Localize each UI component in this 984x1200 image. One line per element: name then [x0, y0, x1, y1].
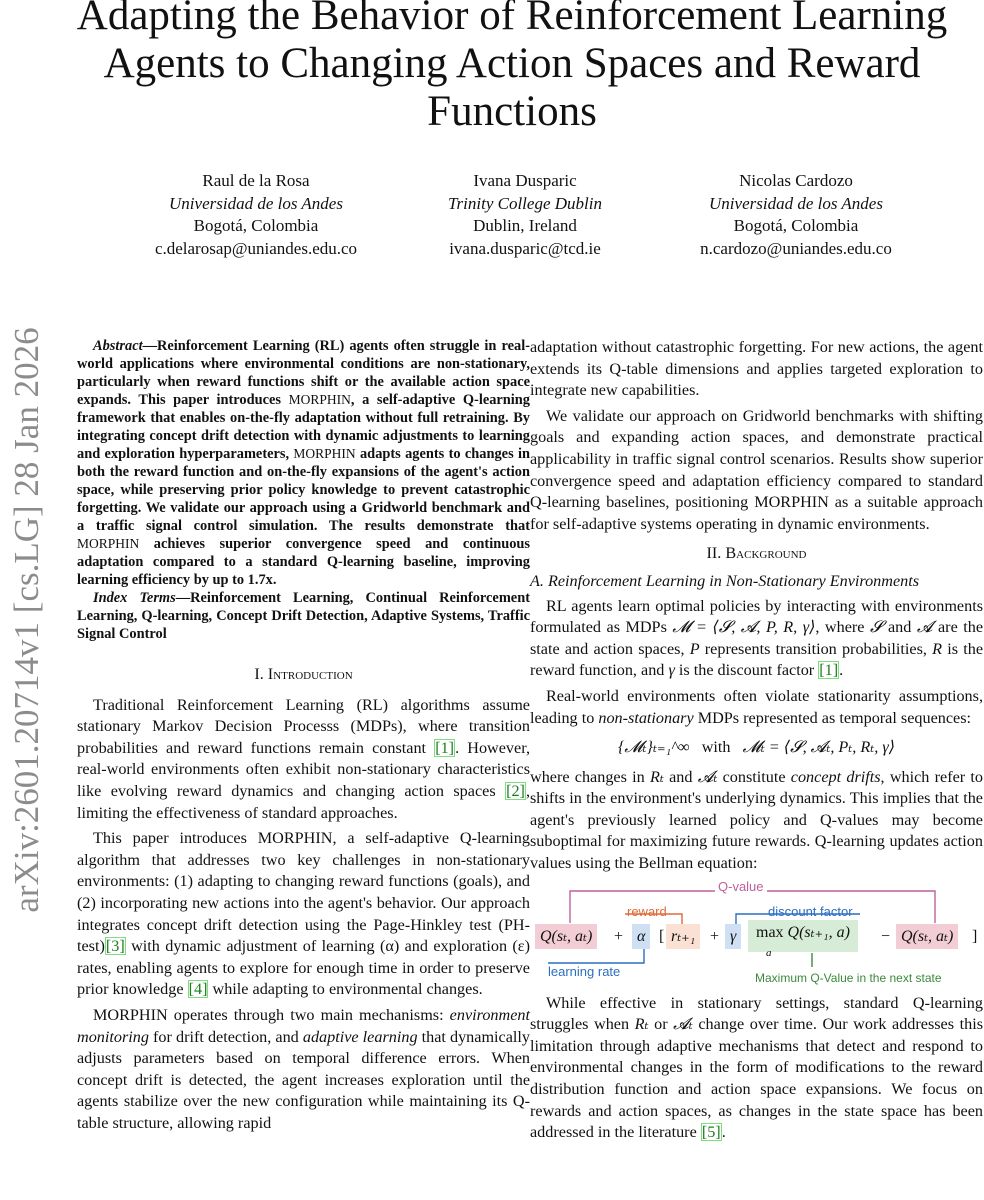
math-inline: R	[932, 639, 943, 658]
emphasis: non-stationary	[598, 708, 694, 727]
morphin-name: MORPHIN	[293, 446, 356, 461]
abstract-text: achieves superior convergence speed and continuous adaptation compared to a standard Q-learning baseline, improving learning efficiency by up to 1.7x.	[77, 536, 530, 588]
minus-sign: −	[881, 927, 891, 945]
author-block-3	[686, 170, 906, 260]
alpha-term: α	[632, 924, 650, 950]
abstract-label: Abstract	[93, 338, 143, 354]
author-name: Ivana Dusparic	[473, 171, 577, 190]
max-q-term	[748, 920, 858, 952]
paper-title: Adapting the Behavior of Reinforcement Learning Agents to Changing Action Spaces and Reward Functions	[76, 0, 948, 135]
author-block-1	[144, 170, 368, 260]
morphin-name: MORPHIN	[288, 392, 351, 407]
citation-link[interactable]: [3]	[105, 937, 125, 956]
abstract-text: —Reinforcement Learning (RL) agents often struggle in real-world applications where environmental conditions are non-stationary, particularly when reward functions shift or the available action space expands. This paper introduces	[77, 338, 530, 408]
abstract	[77, 337, 530, 589]
paragraph-text: represents transition probabilities,	[699, 639, 933, 658]
paragraph-text: and	[663, 767, 698, 786]
author-location: Bogotá, Colombia	[193, 216, 319, 235]
left-column	[77, 337, 530, 1134]
max-q-value-label: Maximum Q-Value in the next state	[755, 970, 942, 985]
paragraph-text: , where	[815, 618, 870, 637]
citation-link[interactable]: [1]	[819, 661, 839, 680]
equation-text: with	[701, 738, 731, 757]
paragraph-text: Traditional Reinforcement Learning (RL) algorithms assume stationary Markov Decision Processs (MDPs), where transition probabilities and reward functions remain constant	[77, 695, 530, 757]
author-name: Raul de la Rosa	[202, 171, 310, 190]
paragraph-text: .	[839, 661, 844, 680]
q-term-2: Q(sₜ, aₜ)	[896, 924, 958, 950]
plus-sign: +	[710, 927, 720, 945]
index-terms	[77, 589, 530, 643]
author-affiliation: Universidad de los Andes	[169, 193, 343, 213]
index-terms-text: —Reinforcement Learning, Continual Reinforcement Learning, Q-learning, Concept Drift Detection, Adaptive Systems, Traffic Signal Control	[77, 590, 530, 642]
reward-term: rₜ₊₁	[666, 924, 700, 950]
math-inline: Rₜ	[649, 767, 664, 786]
citation-link[interactable]: [1]	[435, 738, 455, 757]
bracket-open: [	[659, 927, 665, 945]
paragraph-text: We validate our approach on Gridworld benchmarks with shifting goals and expanding action spaces, and demonstrate practical applicability in traffic signal control scenarios. Results show superior convergence speed and adaptation efficiency compared to standard Q-learning baselines, positioning	[530, 406, 983, 512]
citation-link[interactable]: [2]	[506, 781, 525, 800]
discount-factor-label: discount factor	[768, 903, 853, 919]
math-inline: 𝓐	[916, 618, 933, 637]
paragraph-text: .	[721, 1123, 726, 1142]
background-paragraph-2	[530, 686, 983, 729]
paragraph-text: , which refer to shifts in the environment's underlying dynamics. This implies that the agent's previously learned policy and Q-values may become suboptimal for maximizing future rewards. Q-learning updates action values using the Bellman equation:	[530, 767, 983, 873]
morphin-name: MORPHIN	[93, 1005, 168, 1024]
temporal-mdp-equation	[530, 737, 983, 759]
abstract-text: , a self-adaptive Q-learning framework that enables on-the-fly adaptation without full retraining. By integrating concept drift detection with dynamic adjustments to learning and exploration hyperparameters,	[77, 392, 530, 462]
background-paragraph-3	[530, 767, 983, 875]
equation-term: 𝓜ₜ = ⟨𝓢, 𝓐ₜ, Pₜ, Rₜ, γ⟩	[742, 738, 896, 757]
intro-paragraph-3	[77, 1005, 530, 1135]
citation-link[interactable]: [4]	[188, 980, 208, 999]
morphin-name: MORPHIN	[257, 829, 333, 848]
intro-paragraph-1	[77, 695, 530, 825]
paragraph-text: for drift detection, and	[148, 1027, 303, 1046]
intro-paragraph-3-continued: adaptation without catastrophic forgetting. For new actions, the agent extends its Q-table dimensions and applies targeted exploration to integrate new capabilities.	[530, 338, 983, 400]
index-terms-label: Index Terms	[93, 590, 176, 606]
learning-rate-label: learning rate	[548, 963, 621, 979]
paragraph-text: While effective in stationary settings, standard Q-learning struggles when	[530, 993, 983, 1034]
author-location: Bogotá, Colombia	[733, 216, 859, 235]
reward-label: reward	[627, 903, 667, 919]
right-column	[530, 337, 983, 1144]
gamma-term: γ	[725, 924, 741, 950]
paragraph-text: that dynamically adjusts parameters based on temporal difference errors. When concept drift is detected, the agent increases exploration until the agents stabilize over the new configuration while maintaining its Q-table structure, allowing rapid	[77, 1027, 530, 1132]
author-block-2	[415, 170, 635, 260]
paragraph-text: Real-world environments often violate stationarity assumptions, leading to	[530, 686, 983, 727]
equation-term: {𝓜ₜ}ₜ₌₁^∞	[617, 738, 690, 757]
math-inline: P	[689, 639, 700, 658]
section-heading-text: II. Background	[706, 544, 807, 563]
math-inline: 𝓐ₜ	[697, 767, 718, 786]
paragraph-text: as a suitable approach for self-adaptive systems operating in dynamic environments.	[530, 493, 983, 533]
q-term: Q(sₜ, aₜ)	[535, 924, 597, 950]
arxiv-identifier: arXiv:2601.20714v1 [cs.LG] 28 Jan 2026	[7, 327, 46, 913]
emphasis: environment monitoring	[77, 1005, 530, 1046]
citation-link[interactable]: [5]	[701, 1123, 721, 1142]
paragraph-text: with dynamic adjustment of learning (α) and exploration (ε) rates, enabling agents to explore for enough time in order to preserve prior knowledge	[77, 937, 530, 999]
author-location: Dublin, Ireland	[473, 216, 577, 235]
morphin-name: MORPHIN	[754, 493, 829, 512]
author-email: ivana.dusparic@tcd.ie	[449, 238, 601, 258]
emphasis: concept drifts	[790, 767, 881, 786]
math-inline: 𝓢	[869, 618, 883, 637]
bracket-close: ]	[972, 927, 978, 945]
author-name: Nicolas Cardozo	[739, 171, 853, 190]
qvalue-label: Q-value	[715, 876, 767, 898]
paragraph-text: change over time. Our work addresses this limitation through adaptive mechanisms that detect and respond to environmental changes in the form of modifications to the reward distribution function and action space expansions. We focus on rewards and action spaces, as changes in the state space has been addressed in the literature	[530, 1015, 983, 1142]
bellman-equation-figure	[530, 878, 983, 985]
intro-paragraph-4	[530, 406, 983, 536]
section-heading-background	[530, 543, 983, 565]
emphasis: adaptive learning	[302, 1027, 418, 1046]
intro-paragraph-2	[77, 828, 530, 1001]
author-affiliation: Trinity College Dublin	[448, 193, 602, 213]
paragraph-text: constitute	[717, 767, 791, 786]
paragraph-text: This paper introduces	[93, 829, 258, 848]
math-inline: 𝓐ₜ	[673, 1015, 693, 1034]
paragraph-text: or	[648, 1015, 674, 1034]
section-heading-text: I. Introduction	[254, 665, 353, 683]
subsection-heading: A. Reinforcement Learning in Non-Stationary Environments	[530, 571, 920, 590]
math-inline: γ	[668, 661, 675, 680]
math-inline: 𝓜 = ⟨𝓢, 𝓐, P, R, γ⟩	[672, 618, 816, 637]
paragraph-text: , a self-adaptive Q-learning algorithm that addresses two key challenges in non-stationary environments: (1) adapting to changing reward functions (goals), and (2) incorporating new actions into the agent's behavior. Our approach integrates concept drift detection using the Page-Hinkley test (PH-test)	[77, 829, 530, 956]
paragraph-text: , limiting the effectiveness of standard approaches.	[77, 781, 530, 822]
paragraph-text: operates through two main mechanisms:	[167, 1005, 450, 1024]
math-inline: Rₜ	[634, 1015, 649, 1034]
paragraph-text: RL agents learn optimal policies by interacting with environments formulated as MDPs	[530, 596, 983, 637]
plus-sign: +	[614, 927, 624, 945]
paragraph-text: where changes in	[530, 767, 650, 786]
author-affiliation: Universidad de los Andes	[709, 193, 883, 213]
section-heading-introduction	[77, 664, 530, 686]
background-paragraph-4	[530, 993, 983, 1144]
max-subscript: a	[766, 946, 772, 959]
paragraph-text: and	[882, 618, 917, 637]
next-q-value: Q(sₜ₊₁, a)	[787, 923, 850, 941]
paragraph-text: is the discount factor	[674, 661, 819, 680]
paragraph-text: is the reward function, and	[530, 639, 984, 680]
max-operator: max	[756, 923, 784, 941]
paragraph-text: are the state and action spaces,	[530, 618, 984, 658]
paragraph-text: . However, real-world environments often exhibit non-stationary characteristics like evolving reward dynamics and changing action spaces	[77, 738, 530, 800]
author-email: n.cardozo@uniandes.edu.co	[700, 238, 892, 258]
morphin-name: MORPHIN	[77, 536, 140, 551]
paragraph-text: MDPs represented as temporal sequences:	[693, 708, 972, 727]
background-paragraph-1	[530, 596, 983, 682]
paragraph-text: while adapting to environmental changes.	[208, 980, 483, 999]
abstract-text: adapts agents to changes in both the reward function and on-the-fly expansions of the agent's action space, while preserving prior policy knowledge to prevent catastrophic forgetting. We validate our approach using a Gridworld benchmark and a traffic signal control simulation. The results demonstrate that	[77, 446, 530, 534]
author-email: c.delarosap@uniandes.edu.co	[154, 238, 358, 258]
